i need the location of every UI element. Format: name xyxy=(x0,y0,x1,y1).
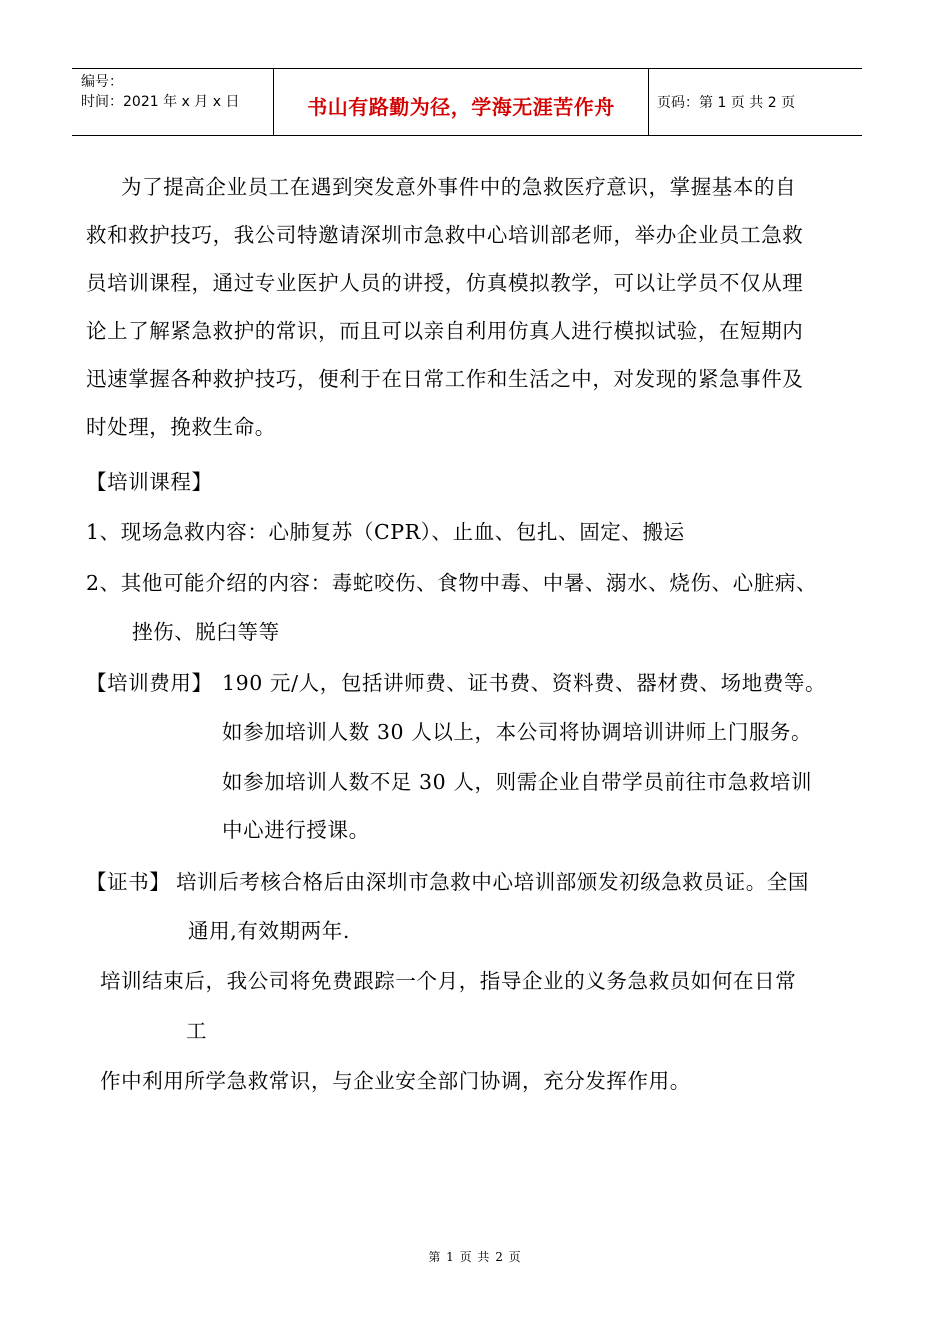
fee-line: 如参加培训人数不足 30 人，则需企业自带学员前往市急救培训 xyxy=(222,770,813,794)
intro-line: 救和救护技巧，我公司特邀请深圳市急救中心培训部老师，举办企业员工急救 xyxy=(86,223,804,247)
course-heading: 【培训课程】 xyxy=(86,470,213,494)
cert-heading: 【证书】 xyxy=(86,870,171,894)
header-page-label: 页码：第 1 页 共 2 页 xyxy=(657,95,796,111)
document-header xyxy=(72,68,862,136)
cert-line: 培训后考核合格后由深圳市急救中心培训部颁发初级急救员证。全国 xyxy=(176,870,809,894)
intro-line: 员培训课程，通过专业医护人员的讲授，仿真模拟教学，可以让学员不仅从理 xyxy=(86,271,804,295)
fee-line: 中心进行授课。 xyxy=(222,818,370,842)
course-item-1: 1、现场急救内容：心肺复苏（CPR）、止血、包扎、固定、搬运 xyxy=(86,520,685,544)
intro-line: 迅速掌握各种救护技巧，便利于在日常工作和生活之中，对发现的紧急事件及 xyxy=(86,367,804,391)
follow-up-line: 培训结束后，我公司将免费跟踪一个月，指导企业的义务急救员如何在日常 xyxy=(100,969,797,993)
intro-line: 时处理，挽救生命。 xyxy=(86,415,276,439)
header-motto: 书山有路勤为径，学海无涯苦作舟 xyxy=(307,95,615,119)
header-info-cell xyxy=(72,69,273,135)
page-footer: 第 1 页 共 2 页 xyxy=(428,1250,522,1264)
intro-line: 为了提高企业员工在遇到突发意外事件中的急救医疗意识，掌握基本的自 xyxy=(121,175,797,199)
follow-up-line: 作中利用所学急救常识，与企业安全部门协调，充分发挥作用。 xyxy=(100,1069,691,1093)
course-item-2: 2、其他可能介绍的内容：毒蛇咬伤、食物中毒、中暑、溺水、烧伤、心脏病、 xyxy=(86,571,818,595)
header-motto-cell xyxy=(273,69,649,135)
document-date-label: 时间：2021 年 x 月 x 日 xyxy=(81,94,240,110)
cert-line: 通用,有效期两年. xyxy=(188,919,350,943)
fee-line: 190 元/人，包括讲师费、证书费、资料费、器材费、场地费等。 xyxy=(222,671,827,695)
fee-line: 如参加培训人数 30 人以上，本公司将协调培训讲师上门服务。 xyxy=(222,720,813,744)
header-page-cell xyxy=(649,69,862,135)
fee-heading: 【培训费用】 xyxy=(86,671,213,695)
intro-line: 论上了解紧急救护的常识，而且可以亲自利用仿真人进行模拟试验，在短期内 xyxy=(86,319,804,343)
document-number-label: 编号： xyxy=(81,74,123,90)
follow-up-line: 工 xyxy=(186,1019,208,1043)
course-item-2-continued: 挫伤、脱臼等等 xyxy=(132,620,280,644)
